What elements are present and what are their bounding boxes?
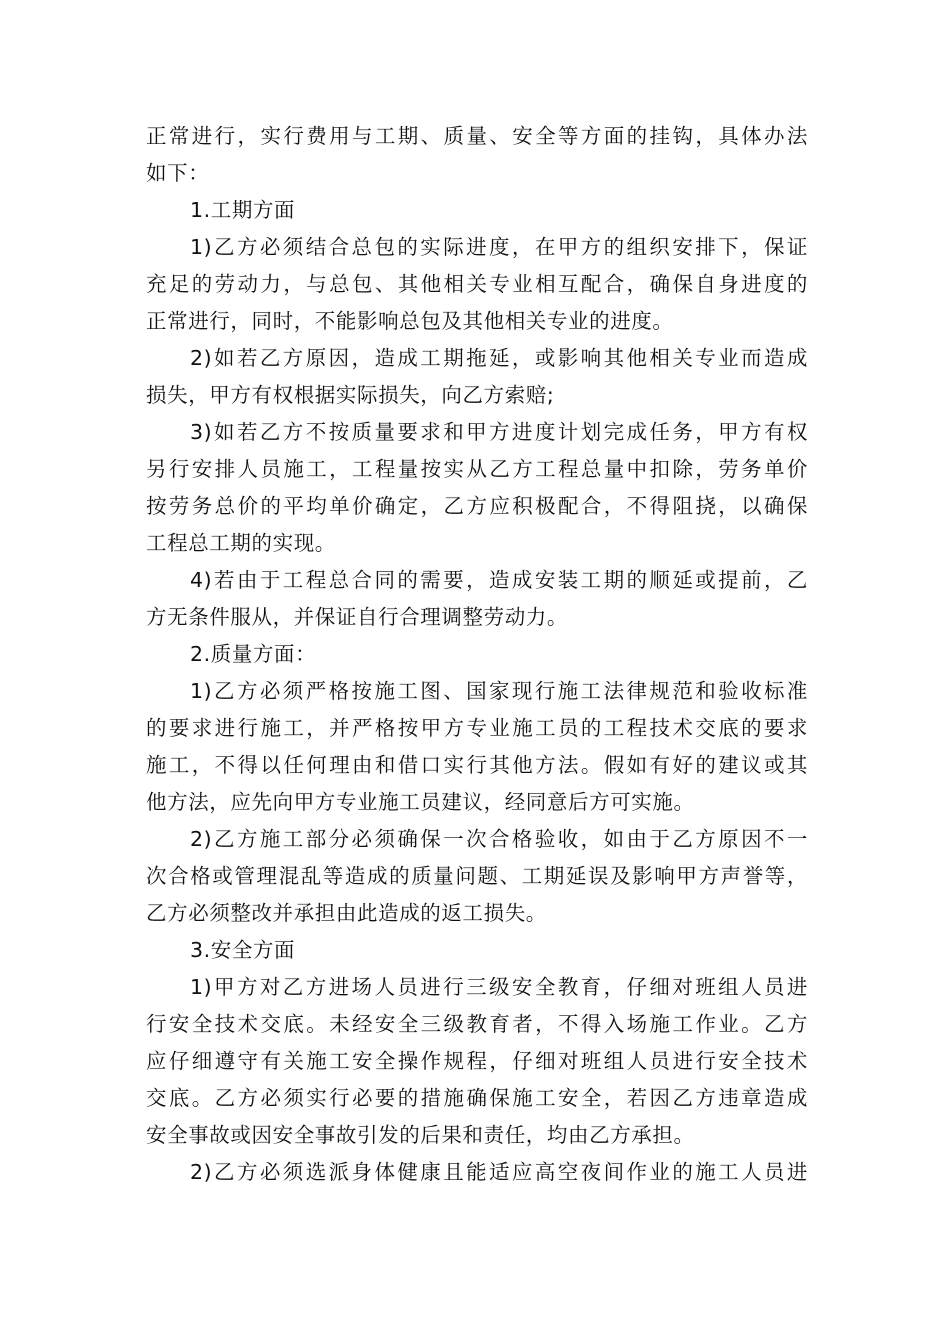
text-line: 1)甲方对乙方进场人员进行三级安全教育，仔细对班组人员进 <box>190 975 808 999</box>
text-line: 方无条件服从，并保证自行合理调整劳动力。 <box>146 605 568 629</box>
text-line: 2)如若乙方原因，造成工期拖延，或影响其他相关专业而造成 <box>190 346 808 370</box>
text-line: 乙方必须整改并承担由此造成的返工损失。 <box>146 901 547 925</box>
text-line: 4)若由于工程总合同的需要，造成安装工期的顺延或提前，乙 <box>190 568 808 592</box>
text-line: 工程总工期的实现。 <box>146 531 336 555</box>
text-line: 他方法，应先向甲方专业施工员建议，经同意后方可实施。 <box>146 790 695 814</box>
text-line: 1.工期方面 <box>190 198 296 222</box>
text-line: 损失，甲方有权根据实际损失，向乙方索赔; <box>146 383 555 407</box>
text-line: 2.质量方面： <box>190 642 317 666</box>
text-line: 应仔细遵守有关施工安全操作规程，仔细对班组人员进行安全技术 <box>146 1049 808 1073</box>
text-line: 行安全技术交底。未经安全三级教育者，不得入场施工作业。乙方 <box>146 1012 808 1036</box>
text-line: 安全事故或因安全事故引发的后果和责任，均由乙方承担。 <box>146 1123 695 1147</box>
text-line: 交底。乙方必须实行必要的措施确保施工安全，若因乙方违章造成 <box>146 1086 808 1110</box>
text-line: 1)乙方必须结合总包的实际进度，在甲方的组织安排下，保证 <box>190 235 808 259</box>
text-line: 3.安全方面 <box>190 938 296 962</box>
text-line: 次合格或管理混乱等造成的质量问题、工期延误及影响甲方声誉等， <box>146 864 808 888</box>
text-line: 按劳务总价的平均单价确定，乙方应积极配合，不得阻挠，以确保 <box>146 494 808 518</box>
text-line: 施工，不得以任何理由和借口实行其他方法。假如有好的建议或其 <box>146 753 808 777</box>
text-line: 另行安排人员施工，工程量按实从乙方工程总量中扣除，劳务单价 <box>146 457 808 481</box>
text-line: 充足的劳动力，与总包、其他相关专业相互配合，确保自身进度的 <box>146 272 808 296</box>
text-line: 2)乙方必须选派身体健康且能适应高空夜间作业的施工人员进 <box>190 1160 808 1184</box>
text-line: 1)乙方必须严格按施工图、国家现行施工法律规范和验收标准 <box>190 679 808 703</box>
document-body <box>146 118 808 1191</box>
text-line: 如下： <box>146 161 210 185</box>
text-line: 2)乙方施工部分必须确保一次合格验收，如由于乙方原因不一 <box>190 827 808 851</box>
text-line: 的要求进行施工，并严格按甲方专业施工员的工程技术交底的要求 <box>146 716 808 740</box>
text-line: 正常进行，实行费用与工期、质量、安全等方面的挂钩，具体办法 <box>146 124 808 148</box>
text-line: 3)如若乙方不按质量要求和甲方进度计划完成任务，甲方有权 <box>190 420 808 444</box>
text-line: 正常进行，同时，不能影响总包及其他相关专业的进度。 <box>146 309 674 333</box>
